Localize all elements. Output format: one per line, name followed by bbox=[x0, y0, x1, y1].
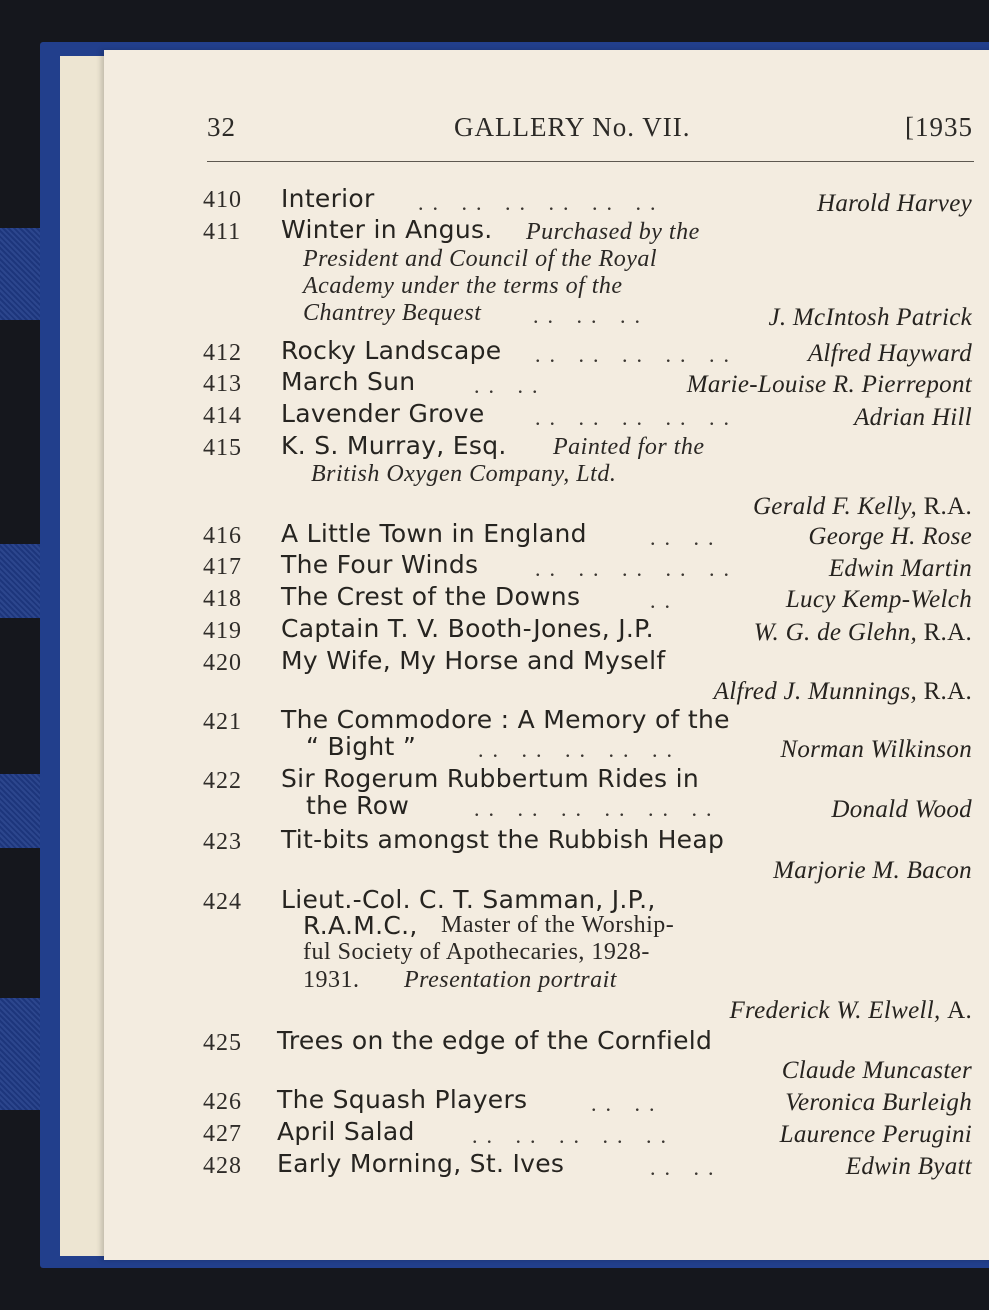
work-title: Tit-bits amongst the Rubbish Heap bbox=[281, 825, 725, 854]
page-title: GALLERY No. VII. bbox=[454, 112, 691, 142]
catalogue-number: 412 bbox=[203, 340, 242, 366]
page-year: [1935 bbox=[905, 112, 973, 142]
work-title: Interior bbox=[281, 184, 375, 213]
work-title: March Sun bbox=[281, 367, 416, 396]
dot-leader: .. .. .. .. .. bbox=[535, 342, 738, 367]
artist-name: Adrian Hill bbox=[854, 404, 972, 431]
artist-name: Edwin Byatt bbox=[845, 1153, 972, 1180]
catalogue-number: 416 bbox=[203, 523, 242, 549]
catalogue-number: 414 bbox=[203, 403, 242, 429]
artist-name: Claude Muncaster bbox=[781, 1057, 972, 1084]
dot-leader: .. .. .. bbox=[533, 303, 649, 328]
catalogue-number: 410 bbox=[203, 187, 242, 213]
catalogue-number: 426 bbox=[203, 1089, 242, 1115]
artist-name: Laurence Perugini bbox=[779, 1121, 972, 1148]
catalogue-number: 420 bbox=[203, 650, 242, 676]
artist-name: Gerald F. Kelly, R.A. bbox=[752, 493, 972, 520]
work-title: Winter in Angus. bbox=[281, 215, 493, 244]
page-number: 32 bbox=[207, 112, 236, 142]
dot-leader: .. .. bbox=[591, 1091, 664, 1116]
work-title: Rocky Landscape bbox=[281, 336, 502, 365]
work-title: Lavender Grove bbox=[281, 399, 485, 428]
dot-leader: .. .. bbox=[650, 1155, 723, 1180]
work-title: Captain T. V. Booth-Jones, J.P. bbox=[281, 614, 654, 643]
dot-leader: .. .. .. .. .. .. bbox=[474, 796, 721, 821]
work-title: The Crest of the Downs bbox=[281, 582, 581, 611]
work-title: The Squash Players bbox=[277, 1085, 528, 1114]
work-note: 1931. bbox=[303, 967, 360, 993]
work-note: Academy under the terms of the bbox=[303, 273, 623, 299]
work-title: My Wife, My Horse and Myself bbox=[281, 646, 666, 675]
work-note: Presentation portrait bbox=[404, 967, 617, 993]
artist-name: Donald Wood bbox=[831, 796, 972, 823]
catalogue-number: 418 bbox=[203, 586, 242, 612]
dot-leader: .. .. bbox=[474, 373, 547, 398]
catalogue-number: 411 bbox=[203, 219, 242, 245]
artist-name: Harold Harvey bbox=[816, 190, 972, 217]
catalogue-number: 415 bbox=[203, 435, 242, 461]
work-title: K. S. Murray, Esq. bbox=[281, 431, 507, 460]
dot-leader: .. bbox=[650, 588, 679, 613]
catalogue-number: 428 bbox=[203, 1153, 242, 1179]
artist-name: Marjorie M. Bacon bbox=[773, 857, 972, 884]
work-note: Master of the Worship- bbox=[441, 912, 675, 938]
catalogue-number: 425 bbox=[203, 1030, 242, 1056]
artist-name: Alfred Hayward bbox=[807, 340, 972, 367]
work-title: Early Morning, St. Ives bbox=[277, 1149, 565, 1178]
artist-name: W. G. de Glehn, R.A. bbox=[753, 619, 972, 646]
work-note: Chantrey Bequest bbox=[303, 300, 482, 326]
work-note: ful Society of Apothecaries, 1928- bbox=[303, 939, 650, 965]
artist-name: George H. Rose bbox=[808, 523, 972, 550]
work-title: Trees on the edge of the Cornfield bbox=[277, 1026, 713, 1055]
dot-leader: .. .. .. .. .. bbox=[478, 737, 681, 762]
artist-name: Frederick W. Elwell, A. bbox=[729, 997, 972, 1024]
catalogue-number: 417 bbox=[203, 554, 242, 580]
work-title-continued: the Row bbox=[306, 791, 410, 820]
work-title: A Little Town in England bbox=[281, 519, 587, 548]
work-title-continued: R.A.M.C., bbox=[303, 911, 418, 940]
header-rule bbox=[207, 161, 974, 162]
catalogue-number: 421 bbox=[203, 709, 242, 735]
work-title: The Commodore : A Memory of the bbox=[281, 705, 730, 734]
artist-name: J. McIntosh Patrick bbox=[768, 304, 972, 331]
work-note: Painted for the bbox=[553, 434, 705, 460]
catalogue-number: 419 bbox=[203, 618, 242, 644]
work-note: British Oxygen Company, Ltd. bbox=[311, 461, 617, 487]
artist-name: Marie-Louise R. Pierrepont bbox=[686, 371, 972, 398]
work-title: The Four Winds bbox=[281, 550, 479, 579]
dot-leader: .. .. bbox=[650, 525, 723, 550]
artist-name: Edwin Martin bbox=[828, 555, 972, 582]
artist-name: Lucy Kemp-Welch bbox=[785, 586, 972, 613]
catalogue-number: 413 bbox=[203, 371, 242, 397]
dot-leader: .. .. .. .. .. .. bbox=[418, 190, 665, 215]
work-title: Sir Rogerum Rubbertum Rides in bbox=[281, 764, 700, 793]
work-note: Purchased by the bbox=[526, 219, 700, 245]
dot-leader: .. .. .. .. .. bbox=[535, 556, 738, 581]
dot-leader: .. .. .. .. .. bbox=[535, 405, 738, 430]
work-note: President and Council of the Royal bbox=[303, 246, 658, 272]
work-title: Lieut.-Col. C. T. Samman, J.P., bbox=[281, 885, 656, 914]
dot-leader: .. .. .. .. .. bbox=[472, 1123, 675, 1148]
catalogue-number: 422 bbox=[203, 768, 242, 794]
artist-name: Alfred J. Munnings, R.A. bbox=[713, 678, 972, 705]
work-title: April Salad bbox=[277, 1117, 415, 1146]
artist-name: Norman Wilkinson bbox=[780, 736, 972, 763]
artist-name: Veronica Burleigh bbox=[785, 1089, 972, 1116]
catalogue-number: 423 bbox=[203, 829, 242, 855]
work-title-continued: “ Bight ” bbox=[306, 732, 417, 761]
catalogue-number: 427 bbox=[203, 1121, 242, 1147]
catalogue-number: 424 bbox=[203, 889, 242, 915]
